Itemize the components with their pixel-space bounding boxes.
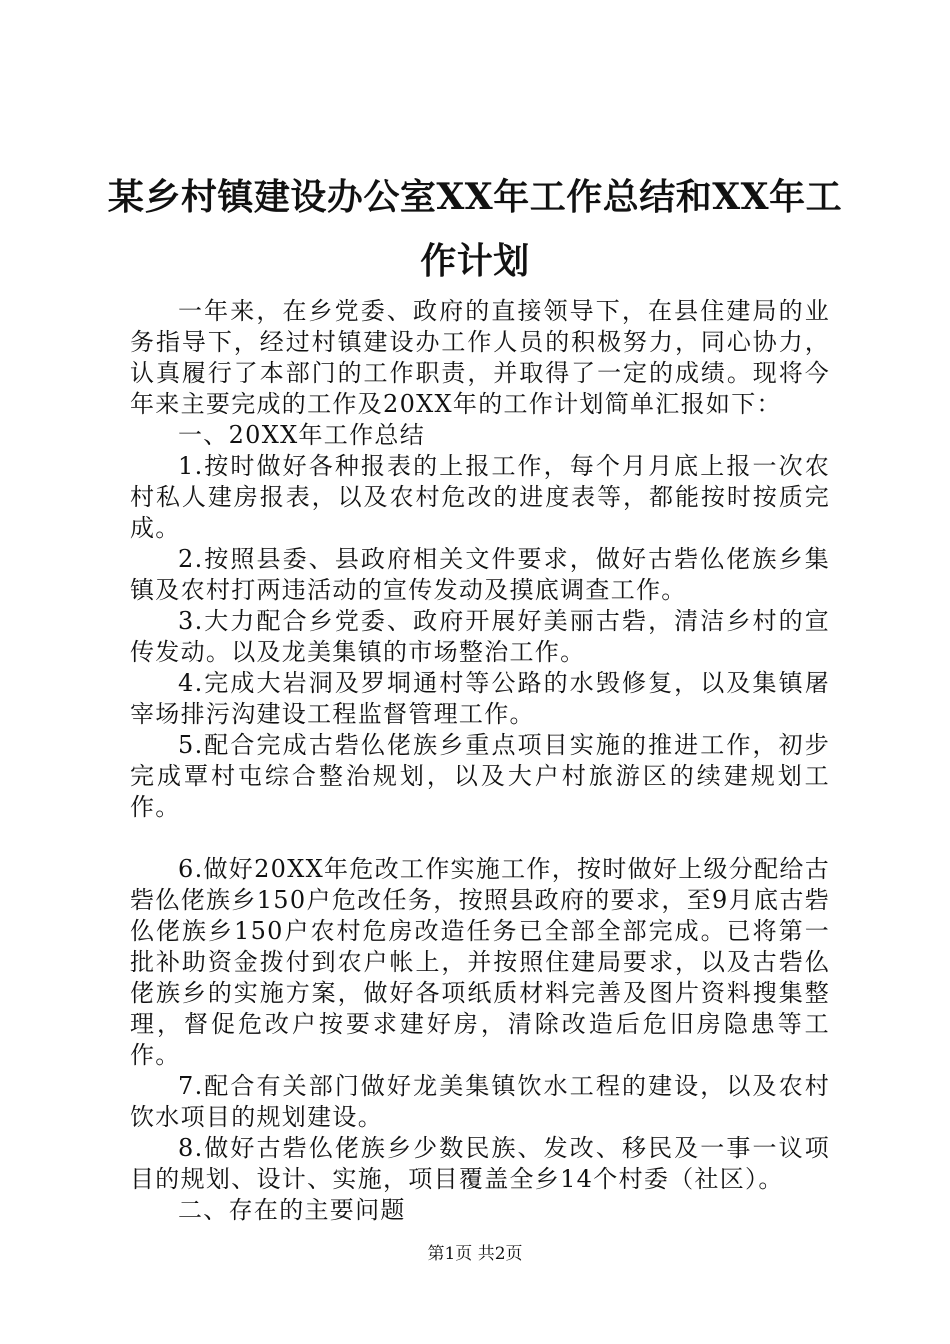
summary-item-4: 4.完成大岩洞及罗垌通村等公路的水毁修复，以及集镇屠宰场排污沟建设工程监督管理工作。 (130, 669, 830, 728)
summary-item-1: 1.按时做好各种报表的上报工作，每个月月底上报一次农村私人建房报表，以及农村危改的进度表等，都能按时按质完成。 (130, 452, 830, 542)
summary-item-8: 8.做好古砦仫佬族乡少数民族、发改、移民及一事一议项目的规划、设计、实施，项目覆盖全乡14个村委（社区）。 (130, 1134, 830, 1193)
intro-paragraph: 一年来，在乡党委、政府的直接领导下，在县住建局的业务指导下，经过村镇建设办工作人员的积极努力，同心协力，认真履行了本部门的工作职责，并取得了一定的成绩。现将今年来主要完成的工作及20XX年的工作计划简单汇报如下： (130, 297, 830, 418)
section-heading-problems: 二、存在的主要问题 (178, 1196, 406, 1224)
summary-item-6: 6.做好20XX年危改工作实施工作，按时做好上级分配给古砦仫佬族乡150户危改任务，按照县政府的要求，至9月底古砦仫佬族乡150户农村危房改造任务已全部全部完成。已将第一批补助资金拨付到农户帐上，并按照住建局要求，以及古砦仫佬族乡的实施方案，做好各项纸质材料完善及图片资料搜集整理，督促危改户按要求建好房，清除改造后危旧房隐患等工作。 (130, 855, 831, 1069)
summary-item-3: 3.大力配合乡党委、政府开展好美丽古砦，清洁乡村的宣传发动。以及龙美集镇的市场整治工作。 (130, 607, 830, 666)
summary-item-2: 2.按照县委、县政府相关文件要求，做好古砦仫佬族乡集镇及农村打两违活动的宣传发动及摸底调查工作。 (130, 545, 830, 604)
page-number-footer: 第1页 共2页 (427, 1244, 523, 1264)
summary-item-7: 7.配合有关部门做好龙美集镇饮水工程的建设，以及农村饮水项目的规划建设。 (130, 1072, 830, 1131)
summary-item-5: 5.配合完成古砦仫佬族乡重点项目实施的推进工作，初步完成覃村屯综合整治规划，以及大户村旅游区的续建规划工作。 (130, 731, 830, 821)
section-heading-summary: 一、20XX年工作总结 (178, 421, 426, 449)
document-title: 某乡村镇建设办公室XX年工作总结和XX年工作计划 (107, 176, 843, 282)
document-body (130, 296, 830, 1226)
